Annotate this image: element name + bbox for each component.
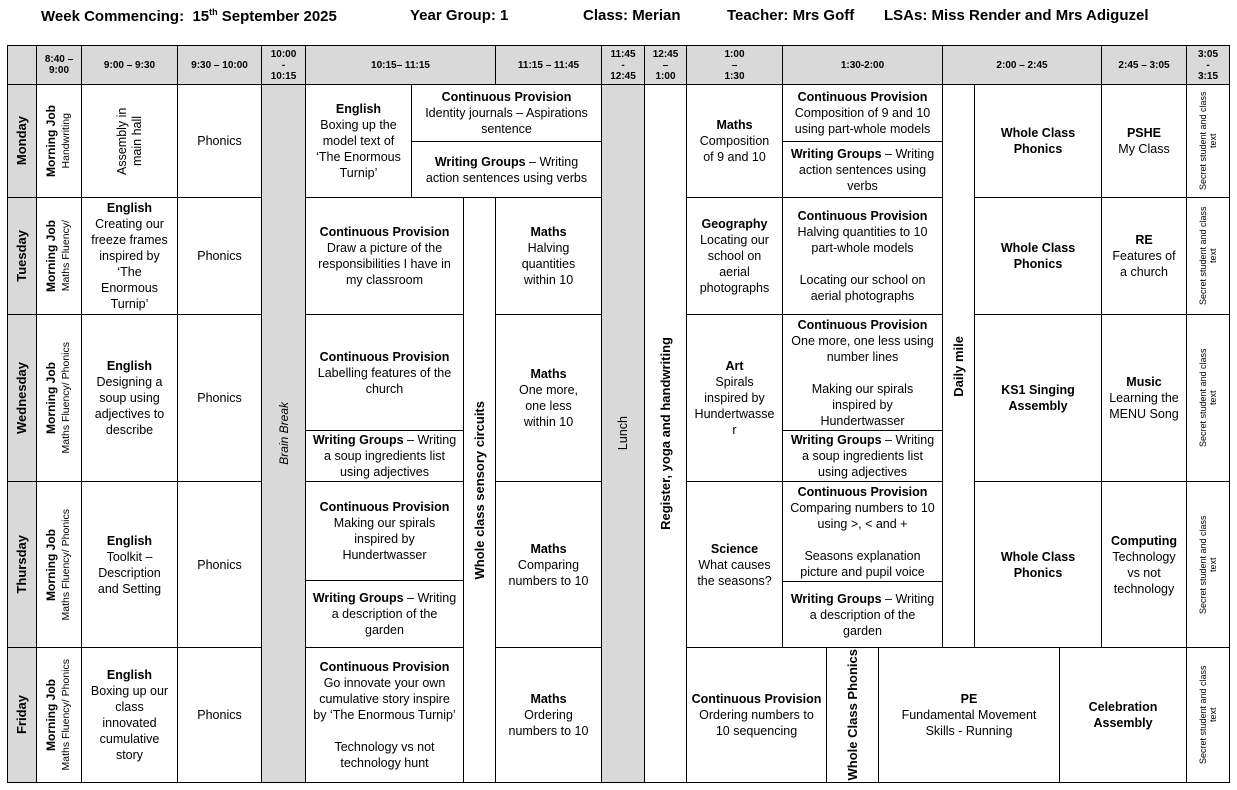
wednesday-phonics: Phonics [177, 314, 262, 482]
sensory-circuits: Whole class sensory circuits [463, 197, 496, 783]
monday-continuous-provision: Continuous Provision Identity journals – Aspirations sentence [411, 84, 602, 142]
brain-break: Brain Break [261, 84, 306, 783]
wednesday-art: Art Spirals inspired by Hundertwasse r [686, 314, 783, 482]
monday-maths: Maths Composition of 9 and 10 [686, 84, 783, 198]
morning-job-monday: Morning Job Handwriting [36, 84, 82, 198]
thursday-writing-groups: Writing Groups – Writing a description of the garden [305, 580, 464, 648]
lsa-names: LSAs: Miss Render and Mrs Adiguzel [884, 7, 1149, 24]
thursday-cp-afternoon: Continuous Provision Comparing numbers to 10 using >, < and + Seasons explanation picture and pupil voice [782, 481, 943, 582]
monday-whole-class-phonics: Whole Class Phonics [974, 84, 1102, 198]
monday-writing-groups: Writing Groups – Writing action sentences using verbs [411, 141, 602, 198]
tuesday-phonics: Phonics [177, 197, 262, 315]
time-header-8: 12:45 – 1:00 [644, 45, 687, 85]
day-friday: Friday [7, 647, 37, 783]
monday-cp-afternoon: Continuous Provision Composition of 9 and 10 using part-whole models [782, 84, 943, 142]
register-yoga-handwriting: Register, yoga and handwriting [644, 84, 687, 783]
day-monday: Monday [7, 84, 37, 198]
day-thursday: Thursday [7, 481, 37, 648]
tuesday-maths: Maths Halving quantities within 10 [495, 197, 602, 315]
thursday-computing: Computing Technology vs not technology [1101, 481, 1187, 648]
monday-pshe: PSHE My Class [1101, 84, 1187, 198]
thursday-secret-student: Secret student and class text [1186, 481, 1230, 648]
time-header-11: 2:00 – 2:45 [942, 45, 1102, 85]
thursday-continuous-provision: Continuous Provision Making our spirals inspired by Hundertwasser [305, 481, 464, 581]
daily-mile: Daily mile [942, 84, 975, 648]
year-group: Year Group: 1 [410, 7, 509, 24]
thursday-phonics: Phonics [177, 481, 262, 648]
wednesday-continuous-provision: Continuous Provision Labelling features of the church [305, 314, 464, 431]
wednesday-cp-afternoon: Continuous Provision One more, one less using number lines Making our spirals inspired by Hundertwasser [782, 314, 943, 431]
tuesday-re: RE Features of a church [1101, 197, 1187, 315]
tuesday-geography: Geography Locating our school on aerial photographs [686, 197, 783, 315]
friday-continuous-provision: Continuous Provision Go innovate your own cumulative story inspire by ‘The Enormous Turnip’ Technology vs not technology hunt [305, 647, 464, 783]
time-header-4: 10:00 - 10:15 [261, 45, 306, 85]
monday-english: English Boxing up the model text of ‘The Enormous Turnip’ [305, 84, 412, 198]
lunch: Lunch [601, 84, 645, 783]
thursday-english: English Toolkit – Description and Setting [81, 481, 178, 648]
friday-secret-student: Secret student and class text [1186, 647, 1230, 783]
wednesday-secret-student: Secret student and class text [1186, 314, 1230, 482]
corner-cell [7, 45, 37, 85]
week-commencing: Week Commencing: 15th September 2025 [41, 7, 337, 25]
day-tuesday: Tuesday [7, 197, 37, 315]
class-name: Class: Merian [583, 7, 681, 24]
time-header-5: 10:15– 11:15 [305, 45, 496, 85]
time-header-10: 1:30-2:00 [782, 45, 943, 85]
friday-whole-class-phonics: Whole Class Phonics [826, 647, 879, 783]
thursday-maths: Maths Comparing numbers to 10 [495, 481, 602, 648]
wednesday-ks1-singing: KS1 Singing Assembly [974, 314, 1102, 482]
tuesday-english: English Creating our freeze frames inspired by ‘The Enormous Turnip’ [81, 197, 178, 315]
thursday-whole-class-phonics: Whole Class Phonics [974, 481, 1102, 648]
time-header-9: 1:00 – 1:30 [686, 45, 783, 85]
morning-job-wednesday: Morning Job Maths Fluency/ Phonics [36, 314, 82, 482]
time-header-1: 8:40 – 9:00 [36, 45, 82, 85]
friday-english: English Boxing up our class innovated cumulative story [81, 647, 178, 783]
thursday-wg-afternoon: Writing Groups – Writing a description of the garden [782, 581, 943, 648]
time-header-12: 2:45 – 3:05 [1101, 45, 1187, 85]
wednesday-english: English Designing a soup using adjectives to describe [81, 314, 178, 482]
time-header-7: 11:45 - 12:45 [601, 45, 645, 85]
time-header-3: 9:30 – 10:00 [177, 45, 262, 85]
friday-pe: PE Fundamental Movement Skills - Running [878, 647, 1060, 783]
morning-job-tuesday: Morning Job Maths Fluency/ [36, 197, 82, 315]
tuesday-cp-afternoon: Continuous Provision Halving quantities to 10 part-whole models Locating our school on aerial photographs [782, 197, 943, 315]
friday-maths: Maths Ordering numbers to 10 [495, 647, 602, 783]
monday-assembly: Assembly in main hall [81, 84, 178, 198]
monday-wg-afternoon: Writing Groups – Writing action sentences using verbs [782, 141, 943, 198]
time-header-2: 9:00 – 9:30 [81, 45, 178, 85]
friday-phonics: Phonics [177, 647, 262, 783]
tuesday-whole-class-phonics: Whole Class Phonics [974, 197, 1102, 315]
teacher-name: Teacher: Mrs Goff [727, 7, 855, 24]
tuesday-continuous-provision: Continuous Provision Draw a picture of the responsibilities I have in my classroom [305, 197, 464, 315]
morning-job-thursday: Morning Job Maths Fluency/ Phonics [36, 481, 82, 648]
wednesday-writing-groups: Writing Groups – Writing a soup ingredients list using adjectives [305, 430, 464, 482]
time-header-6: 11:15 – 11:45 [495, 45, 602, 85]
tuesday-secret-student: Secret student and class text [1186, 197, 1230, 315]
morning-job-friday: Morning Job Maths Fluency/ Phonics [36, 647, 82, 783]
time-header-13: 3:05 - 3:15 [1186, 45, 1230, 85]
wednesday-music: Music Learning the MENU Song [1101, 314, 1187, 482]
wednesday-wg-afternoon: Writing Groups – Writing a soup ingredients list using adjectives [782, 430, 943, 482]
thursday-science: Science What causes the seasons? [686, 481, 783, 648]
day-wednesday: Wednesday [7, 314, 37, 482]
monday-secret-student: Secret student and class text [1186, 84, 1230, 198]
wednesday-maths: Maths One more, one less within 10 [495, 314, 602, 482]
friday-cp-afternoon: Continuous Provision Ordering numbers to 10 sequencing [686, 647, 827, 783]
friday-celebration-assembly: Celebration Assembly [1059, 647, 1187, 783]
monday-phonics: Phonics [177, 84, 262, 198]
